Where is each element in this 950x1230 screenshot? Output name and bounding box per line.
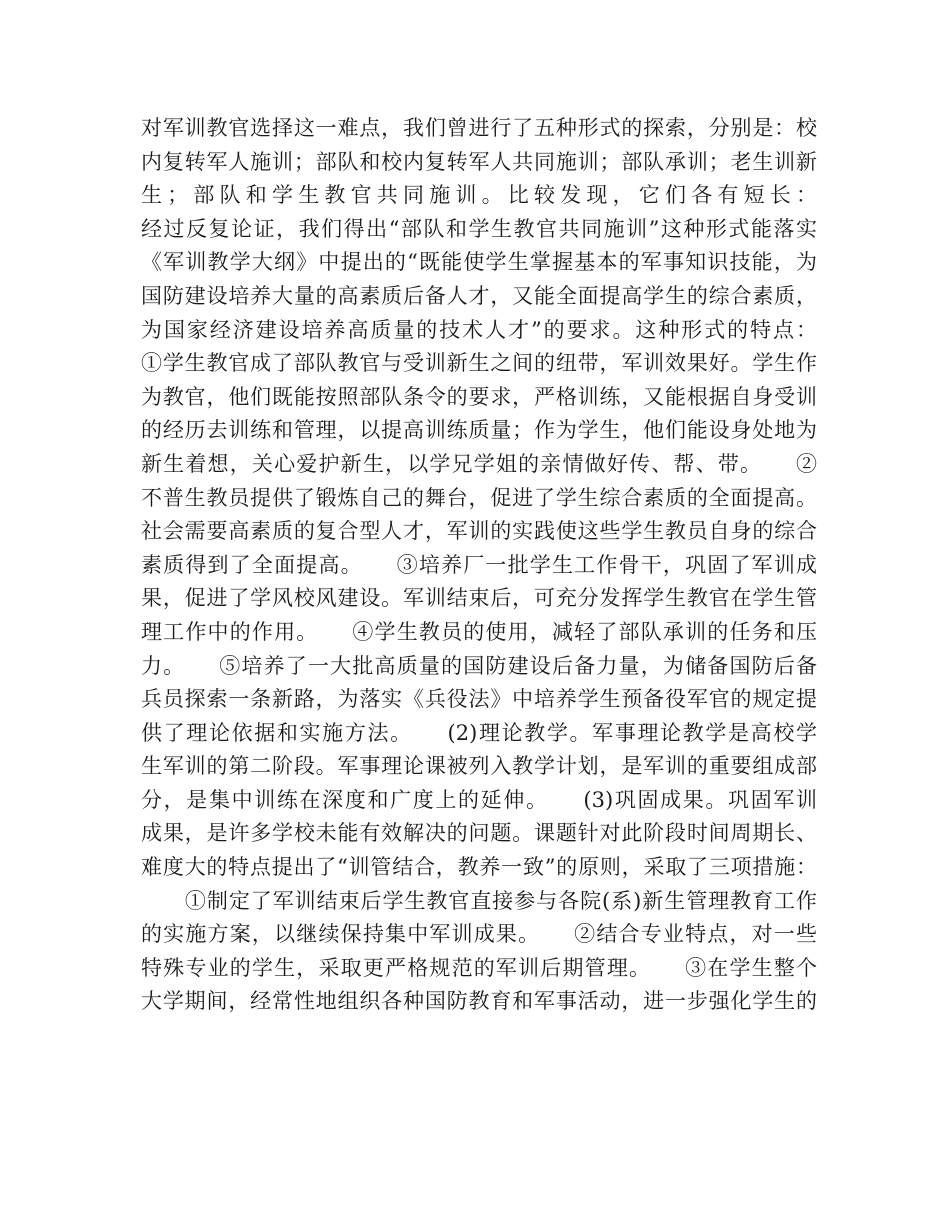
text-line: 经过反复论证，我们得出“部队和学生教官共同施训”这种形式能落实 <box>141 216 817 241</box>
text-line: ①学生教官成了部队教官与受训新生之间的纽带，军训效果好。学生作 <box>141 351 817 376</box>
text-line: 果，促进了学风校风建设。军训结束后，可充分发挥学生教官在学生管 <box>141 586 817 611</box>
text-line: 新生着想，关心爱护新生，以学兄学姐的亲情做好传、帮、带。 ② <box>141 451 817 476</box>
text-line: 生；部队和学生教官共同施训。比较发现，它们各有短长： <box>141 183 817 208</box>
text-line: 《军训教学大纲》中提出的“既能使学生掌握基本的军事知识技能，为 <box>141 250 817 275</box>
text-line: 理工作中的作用。 ④学生教员的使用，减轻了部队承训的任务和压 <box>141 619 817 644</box>
text-line: 不普生教员提供了锻炼自己的舞台，促进了学生综合素质的全面提高。 <box>141 485 817 510</box>
text-line: 内复转军人施训；部队和校内复转军人共同施训；部队承训；老生训新 <box>141 149 817 174</box>
text-line: 难度大的特点提出了“训管结合，教养一致”的原则，采取了三项措施： <box>141 855 817 880</box>
text-line: 国防建设培养大量的高素质后备人才，又能全面提高学生的综合素质， <box>141 283 817 308</box>
text-line: 生军训的第二阶段。军事理论课被列入教学计划，是军训的重要组成部 <box>141 754 817 779</box>
text-line: 素质得到了全面提高。 ③培养厂一批学生工作骨干，巩固了军训成 <box>141 552 817 577</box>
text-line: 为国家经济建设培养高质量的技术人才”的要求。这种形式的特点： <box>141 317 817 342</box>
text-line: 分，是集中训练在深度和广度上的延伸。 (3)巩固成果。巩固军训 <box>141 787 817 812</box>
text-line: 力。 ⑤培养了一大批高质量的国防建设后备力量，为储备国防后备 <box>141 653 817 678</box>
text-line: ①制定了军训结束后学生教官直接参与各院(系)新生管理教育工作 <box>141 888 817 913</box>
text-line: 大学期间，经常性地组织各种国防教育和军事活动，进一步强化学生的 <box>141 989 817 1014</box>
text-line: 为教官，他们既能按照部队条令的要求，严格训练，又能根据自身受训 <box>141 384 817 409</box>
text-line: 对军训教官选择这一难点，我们曾进行了五种形式的探索，分别是：校 <box>141 116 817 140</box>
text-line: 兵员探索一条新路，为落实《兵役法》中培养学生预备役军官的规定提 <box>141 687 817 712</box>
text-line: 的实施方案，以继续保持集中军训成果。 ②结合专业特点，对一些 <box>141 922 817 947</box>
body-text <box>141 112 817 1019</box>
text-line: 供了理论依据和实施方法。 (2)理论教学。军事理论教学是高校学 <box>141 720 817 745</box>
text-line: 社会需要高素质的复合型人才，军训的实践使这些学生教员自身的综合 <box>141 519 817 544</box>
text-line: 特殊专业的学生，采取更严格规范的军训后期管理。 ③在学生整个 <box>141 955 817 980</box>
text-line: 的经历去训练和管理，以提高训练质量；作为学生，他们能设身处地为 <box>141 418 817 443</box>
text-line: 成果，是许多学校未能有效解决的问题。课题针对此阶段时间周期长、 <box>141 821 817 846</box>
